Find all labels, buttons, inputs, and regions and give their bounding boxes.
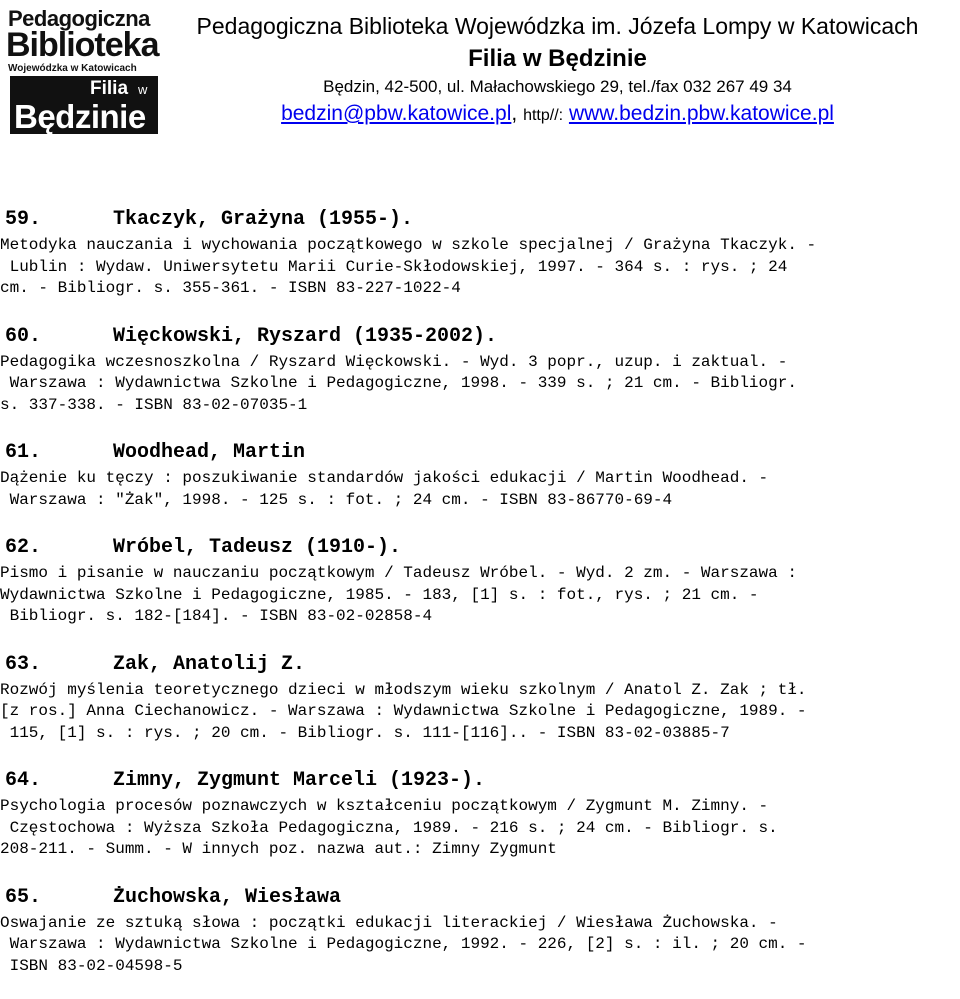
- bibliography-list: [0, 205, 960, 999]
- logo-bedzinie: Będzinie: [14, 98, 146, 135]
- entry-line: cm. - Bibliogr. s. 355-361. - ISBN 83-227-1022-4: [0, 279, 461, 297]
- entry-line: Metodyka nauczania i wychowania początkowego w szkole specjalnej / Grażyna Tkaczyk. -: [0, 236, 817, 254]
- entry-number: 65.: [5, 885, 42, 909]
- entry-line: ISBN 83-02-04598-5: [0, 956, 183, 975]
- entry-line: Rozwój myślenia teoretycznego dzieci w młodszym wieku szkolnym / Anatol Z. Zak ; tł.: [0, 680, 807, 699]
- entry-line: 115, [1] s. : rys. ; 20 cm. - Bibliogr. s. 111-[116].. - ISBN 83-02-03885-7: [0, 723, 730, 742]
- bibliography-entry: [0, 883, 960, 978]
- entry-heading: [0, 533, 960, 563]
- entry-number: 59.: [5, 208, 42, 231]
- header-address: Będzin, 42-500, ul. Małachowskiego 29, tel./fax 032 267 49 34: [323, 77, 792, 96]
- contact-separator: ,: [511, 102, 518, 125]
- entry-number: 64.: [5, 769, 42, 792]
- entry-line: Pedagogika wczesnoszkolna / Ryszard Więckowski. - Wyd. 3 popr., uzup. i zaktual. -: [0, 352, 788, 371]
- bibliography-entry: [0, 205, 960, 300]
- entry-line: Warszawa : "Żak", 1998. - 125 s. : fot. ; 24 cm. - ISBN 83-86770-69-4: [0, 490, 673, 509]
- entry-line: Warszawa : Wydawnictwa Szkolne i Pedagogiczne, 1992. - 226, [2] s. : il. ; 20 cm. -: [0, 935, 807, 953]
- entry-line: Dążenie ku tęczy : poszukiwanie standardów jakości edukacji / Martin Woodhead. -: [0, 469, 769, 487]
- entry-heading: [0, 766, 960, 796]
- entry-heading: [0, 322, 960, 352]
- entry-author: Więckowski, Ryszard (1935-2002).: [113, 324, 498, 348]
- entry-author: Wróbel, Tadeusz (1910-).: [113, 536, 402, 559]
- bibliography-entry: [0, 533, 960, 628]
- bibliography-entry: [0, 322, 960, 417]
- logo-w: w: [138, 82, 148, 97]
- entry-author: Żuchowska, Wiesława: [113, 885, 342, 909]
- entry-heading: [0, 650, 960, 680]
- header-contacts: [160, 100, 955, 130]
- entry-line: Wydawnictwa Szkolne i Pedagogiczne, 1985. - 183, [1] s. : fot., rys. ; 21 cm. -: [0, 585, 759, 604]
- entry-line: 208-211. - Summ. - W innych poz. nazwa aut.: Zimny Zygmunt: [0, 840, 557, 858]
- bibliography-entry: [0, 438, 960, 511]
- entry-line: Warszawa : Wydawnictwa Szkolne i Pedagogiczne, 1998. - 339 s. ; 21 cm. - Bibliogr.: [0, 374, 797, 392]
- entry-number: 60.: [5, 324, 42, 348]
- entry-heading: [0, 883, 960, 913]
- bibliography-entry: [0, 766, 960, 861]
- entry-line: Oswajanie ze sztuką słowa : początki edukacji literackiej / Wiesława Żuchowska. -: [0, 913, 778, 932]
- entry-number: 63.: [5, 652, 42, 676]
- entry-number: 62.: [5, 536, 42, 559]
- email-link[interactable]: bedzin@pbw.katowice.pl: [281, 102, 512, 125]
- logo-dark-box: [10, 76, 158, 134]
- entry-heading: [0, 205, 960, 235]
- logo-line-2: Biblioteka: [6, 26, 159, 64]
- entry-line: Częstochowa : Wyższa Szkoła Pedagogiczna, 1989. - 216 s. ; 24 cm. - Bibliogr. s.: [0, 818, 778, 837]
- bibliography-entry: [0, 650, 960, 745]
- entry-author: Zak, Anatolij Z.: [113, 652, 306, 676]
- header-title: Pedagogiczna Biblioteka Wojewódzka im. Józefa Lompy w Katowicach: [196, 13, 919, 39]
- entry-author: Zimny, Zygmunt Marceli (1923-).: [113, 769, 486, 792]
- entry-line: Psychologia procesów poznawczych w kształceniu początkowym / Zygmunt M. Zimny. -: [0, 797, 769, 815]
- header-subtitle: Filia w Będzinie: [468, 45, 647, 72]
- entry-heading: [0, 438, 960, 468]
- logo-line-1: Pedagogiczna: [8, 6, 150, 31]
- entry-author: Woodhead, Martin: [113, 441, 306, 464]
- http-label: http//:: [523, 107, 564, 124]
- library-logo: [6, 6, 159, 135]
- entry-line: s. 337-338. - ISBN 83-02-07035-1: [0, 395, 308, 414]
- website-link[interactable]: www.bedzin.pbw.katowice.pl: [568, 102, 834, 125]
- logo-line-3: Wojewódzka w Katowicach: [8, 63, 137, 74]
- entry-line: Lublin : Wydaw. Uniwersytetu Marii Curie-Skłodowskiej, 1997. - 364 s. : rys. ; 24: [0, 257, 788, 276]
- entry-line: [z ros.] Anna Ciechanowicz. - Warszawa : Wydawnictwa Szkolne i Pedagogiczne, 1989. -: [0, 702, 807, 720]
- entry-number: 61.: [5, 441, 42, 464]
- entry-author: Tkaczyk, Grażyna (1955-).: [113, 208, 414, 231]
- entry-line: Pismo i pisanie w nauczaniu początkowym / Tadeusz Wróbel. - Wyd. 2 zm. - Warszawa :: [0, 564, 797, 582]
- entry-line: Bibliogr. s. 182-[184]. - ISBN 83-02-02858-4: [0, 607, 433, 625]
- logo-filia: Filia: [90, 78, 129, 99]
- page-header: [160, 8, 955, 130]
